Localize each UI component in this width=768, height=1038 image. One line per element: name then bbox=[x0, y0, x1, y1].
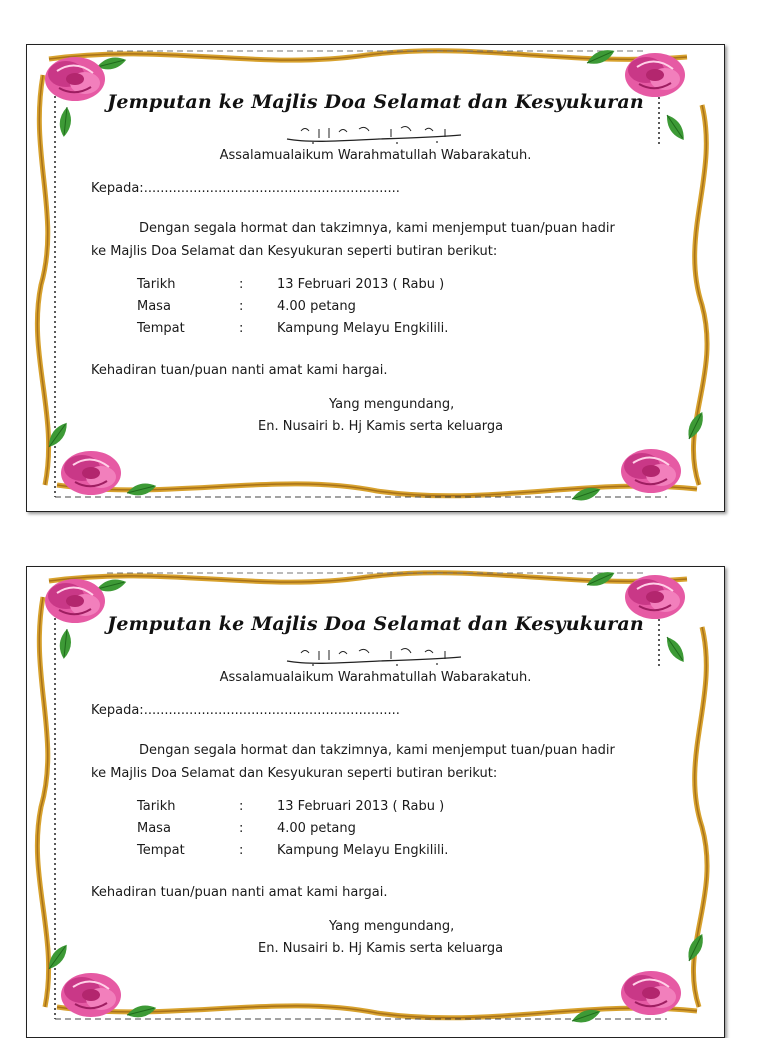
invitation-title: Jemputan ke Majlis Doa Selamat dan Kesyukuran bbox=[107, 91, 644, 113]
detail-row-time bbox=[137, 818, 448, 840]
detail-colon: : bbox=[239, 321, 244, 336]
detail-row-place bbox=[137, 840, 448, 862]
detail-value: 4.00 petang bbox=[277, 821, 356, 836]
detail-label: Tarikh bbox=[137, 799, 176, 814]
detail-row-time bbox=[137, 296, 448, 318]
detail-row-date bbox=[137, 274, 448, 296]
signoff: Yang mengundang, bbox=[329, 397, 455, 412]
bismillah-calligraphy bbox=[279, 123, 469, 147]
detail-colon: : bbox=[239, 299, 244, 314]
invitation-card bbox=[26, 566, 725, 1038]
detail-value: Kampung Melayu Engkilili. bbox=[277, 321, 449, 336]
detail-row-date bbox=[137, 796, 448, 818]
invitation-title: Jemputan ke Majlis Doa Selamat dan Kesyukuran bbox=[107, 613, 644, 635]
detail-value: 13 Februari 2013 ( Rabu ) bbox=[277, 277, 445, 292]
host-name: En. Nusairi b. Hj Kamis serta keluarga bbox=[258, 941, 504, 956]
invitation-paragraph bbox=[91, 217, 641, 263]
detail-label: Masa bbox=[137, 821, 171, 836]
paragraph-line: Dengan segala hormat dan takzimnya, kami menjemput tuan/puan hadir bbox=[139, 221, 615, 236]
detail-colon: : bbox=[239, 821, 244, 836]
bismillah-calligraphy bbox=[279, 645, 469, 669]
detail-colon: : bbox=[239, 277, 244, 292]
closing-line: Kehadiran tuan/puan nanti amat kami hargai. bbox=[91, 885, 388, 900]
detail-value: Kampung Melayu Engkilili. bbox=[277, 843, 449, 858]
detail-value: 4.00 petang bbox=[277, 299, 356, 314]
paragraph-line: Dengan segala hormat dan takzimnya, kami menjemput tuan/puan hadir bbox=[139, 743, 615, 758]
detail-value: 13 Februari 2013 ( Rabu ) bbox=[277, 799, 445, 814]
event-details bbox=[137, 796, 448, 862]
greeting: Assalamualaikum Warahmatullah Wabarakatuh. bbox=[219, 670, 532, 685]
detail-colon: : bbox=[239, 843, 244, 858]
invitation-card bbox=[26, 44, 725, 512]
signoff: Yang mengundang, bbox=[329, 919, 455, 934]
greeting: Assalamualaikum Warahmatullah Wabarakatuh. bbox=[219, 148, 532, 163]
detail-label: Tempat bbox=[137, 321, 185, 336]
recipient-line: Kepada:.............................................................. bbox=[91, 703, 400, 718]
paragraph-line: ke Majlis Doa Selamat dan Kesyukuran seperti butiran berikut: bbox=[91, 244, 498, 259]
recipient-line: Kepada:.............................................................. bbox=[91, 181, 400, 196]
closing-line: Kehadiran tuan/puan nanti amat kami hargai. bbox=[91, 363, 388, 378]
detail-label: Tempat bbox=[137, 843, 185, 858]
detail-row-place bbox=[137, 318, 448, 340]
event-details bbox=[137, 274, 448, 340]
detail-colon: : bbox=[239, 799, 244, 814]
detail-label: Masa bbox=[137, 299, 171, 314]
paragraph-line: ke Majlis Doa Selamat dan Kesyukuran seperti butiran berikut: bbox=[91, 766, 498, 781]
host-name: En. Nusairi b. Hj Kamis serta keluarga bbox=[258, 419, 504, 434]
detail-label: Tarikh bbox=[137, 277, 176, 292]
invitation-paragraph bbox=[91, 739, 641, 785]
